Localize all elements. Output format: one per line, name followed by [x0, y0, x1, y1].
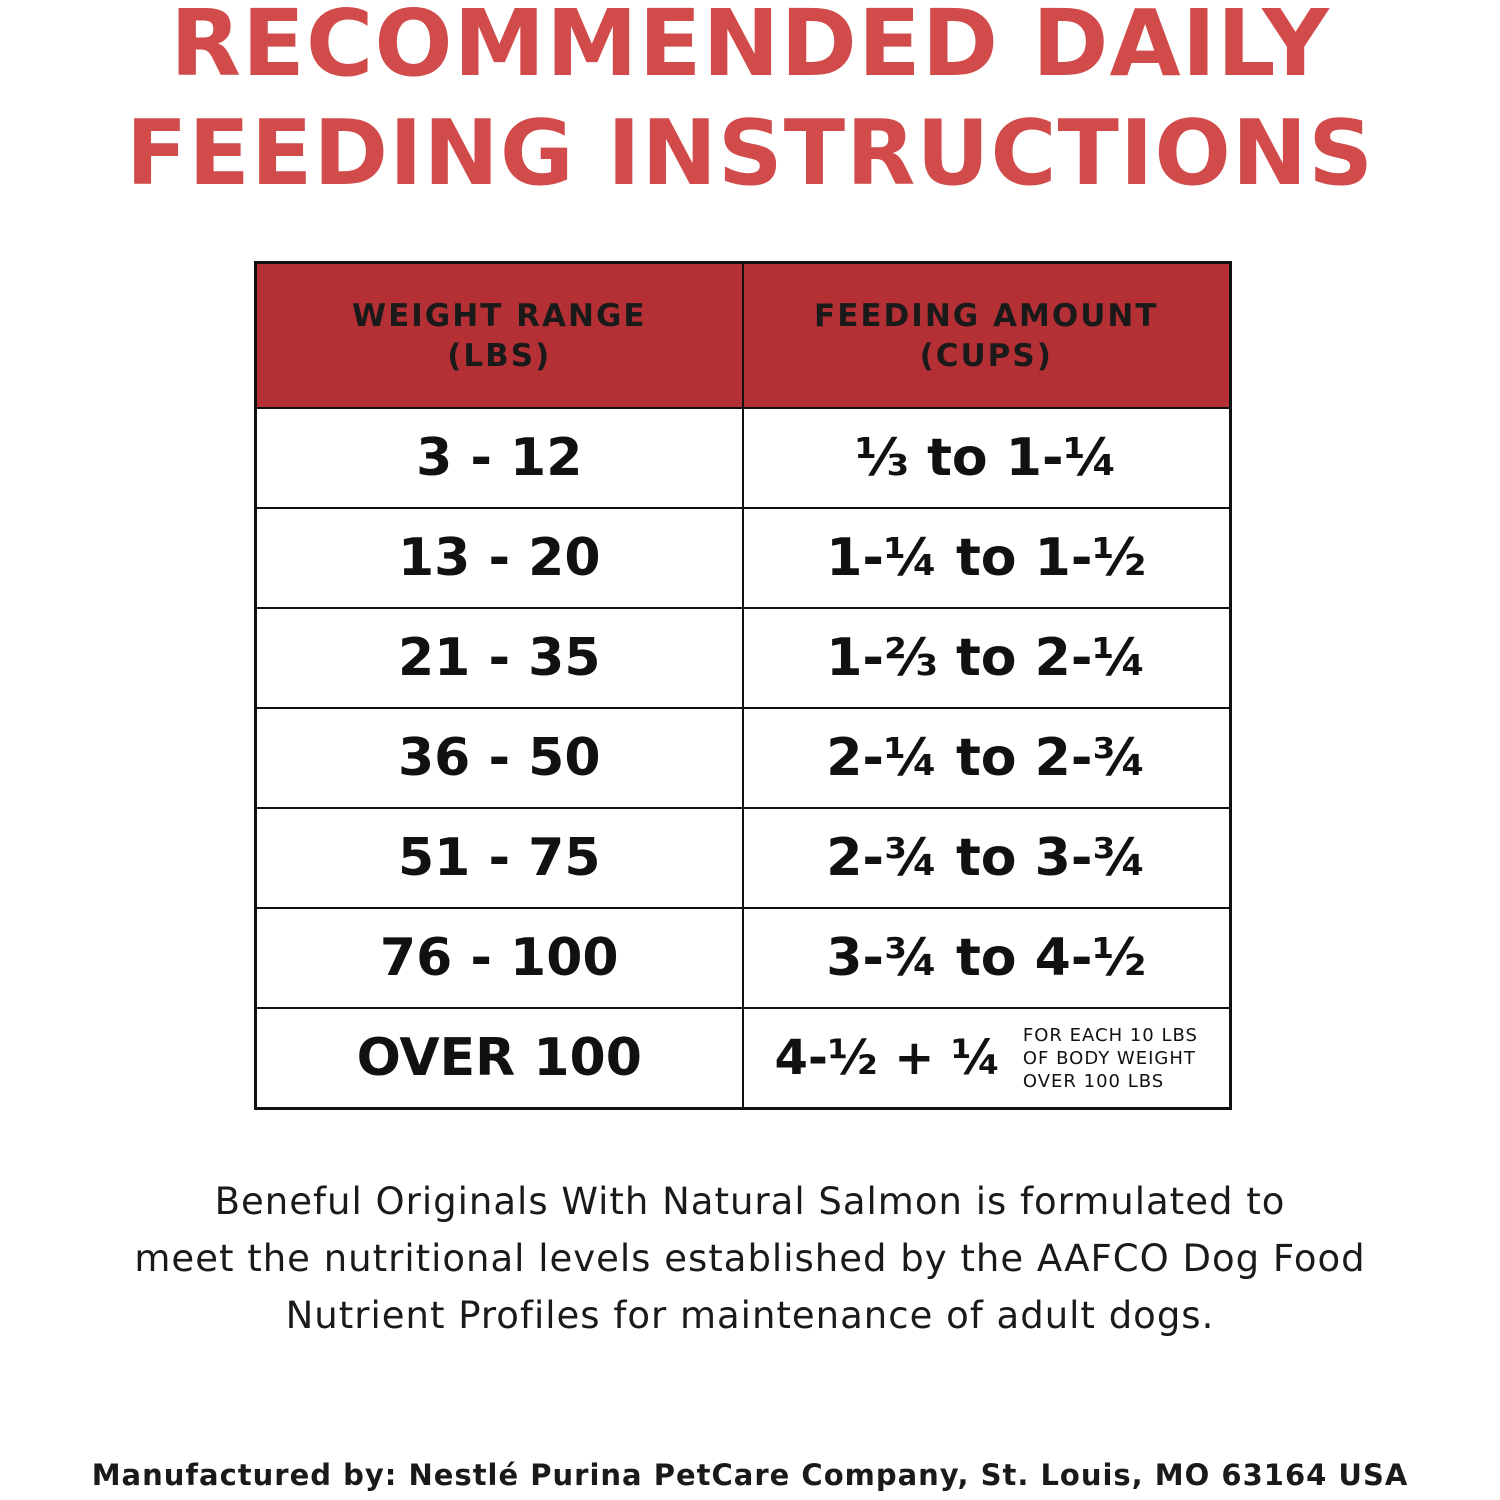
description-line: Nutrient Profiles for maintenance of adult dogs.: [285, 1294, 1215, 1337]
note-line: FOR EACH 10 LBS: [1022, 1024, 1198, 1046]
page-title-line-2: FEEDING INSTRUCTIONS: [125, 101, 1375, 206]
weight-range-cell: 13 - 20: [256, 508, 743, 608]
description-line: Beneful Originals With Natural Salmon is formulated to: [214, 1180, 1286, 1223]
feeding-amount-header-unit: (CUPS): [919, 337, 1053, 374]
feeding-amount-cell: 1-¼ to 1-½: [743, 508, 1231, 608]
table-row: [256, 908, 1231, 1008]
feeding-amount-cell: [743, 1008, 1231, 1109]
table-row: [256, 708, 1231, 808]
product-description: [0, 1173, 1500, 1344]
weight-range-header-unit: (LBS): [447, 337, 552, 374]
feeding-amount-over-100: [744, 1024, 1230, 1093]
weight-range-header: [256, 263, 743, 409]
weight-range-cell: 21 - 35: [256, 608, 743, 708]
table-header-row: [256, 263, 1231, 409]
feeding-amount-cell: ⅓ to 1-¼: [743, 408, 1231, 508]
feeding-amount-note: [1023, 1024, 1198, 1093]
feeding-amount-header-label: FEEDING AMOUNT: [814, 297, 1159, 334]
feeding-amount-header: [743, 263, 1231, 409]
feeding-amount-cell: 2-¾ to 3-¾: [743, 808, 1231, 908]
description-line: meet the nutritional levels established by the AAFCO Dog Food: [134, 1237, 1366, 1280]
weight-range-cell: 3 - 12: [256, 408, 743, 508]
weight-range-cell: 51 - 75: [256, 808, 743, 908]
feeding-amount-cell: 3-¾ to 4-½: [743, 908, 1231, 1008]
note-line: OF BODY WEIGHT: [1022, 1047, 1196, 1069]
table-row: [256, 808, 1231, 908]
weight-range-header-label: WEIGHT RANGE: [351, 297, 647, 334]
weight-range-cell: 76 - 100: [256, 908, 743, 1008]
feeding-amount-value: 4-½ + ¼: [774, 1030, 1001, 1086]
table-row: [256, 408, 1231, 508]
manufacturer-info: Manufactured by: Nestlé Purina PetCare Company, St. Louis, MO 63164 USA: [91, 1458, 1409, 1492]
feeding-amount-cell: 1-⅔ to 2-¼: [743, 608, 1231, 708]
table-row-last: [256, 1008, 1231, 1109]
page-title-line-1: RECOMMENDED DAILY: [170, 0, 1330, 97]
feeding-table: [254, 261, 1232, 1110]
weight-range-cell: 36 - 50: [256, 708, 743, 808]
feeding-amount-cell: 2-¼ to 2-¾: [743, 708, 1231, 808]
note-line: OVER 100 LBS: [1022, 1070, 1165, 1092]
table-row: [256, 508, 1231, 608]
weight-range-cell: OVER 100: [256, 1008, 743, 1109]
table-row: [256, 608, 1231, 708]
